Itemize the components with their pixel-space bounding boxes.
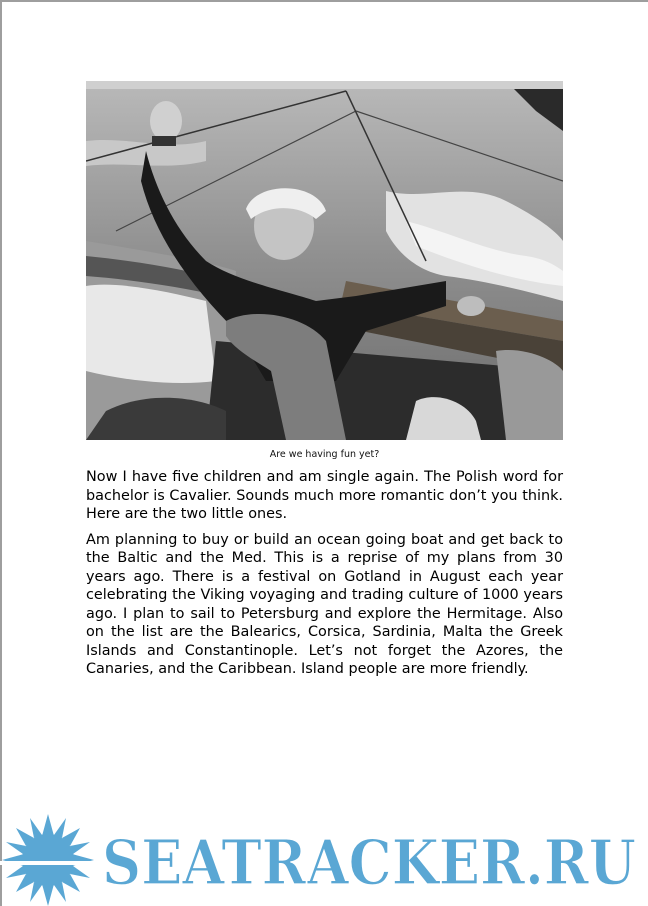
body-text [86, 468, 563, 686]
seatracker-watermark [0, 808, 648, 906]
paragraph-1: Now I have five children and am single again. The Polish word for bachelor is Cavalier. Sounds much more romantic don’t you think. Here are the two little ones. [86, 469, 563, 522]
watermark-text: SEATRACKER.RU [102, 826, 636, 899]
sailing-photo [86, 81, 563, 440]
photo-caption: Are we having fun yet? [269, 449, 380, 460]
sun-logo-icon [0, 814, 100, 906]
paragraph-2: Am planning to buy or build an ocean going boat and get back to the Baltic and the Med. This is a reprise of my plans from 30 years ago. There is a festival on Gotland in August each year celebrating the Viking voyaging and trading culture of 1000 years ago. I plan to sail to Petersburg and explore the Hermitage. Also on the list are the Balearics, Corsica, Sardinia, Malta the Greek Islands and Constantinople. Let’s not forget the Azores, the Canaries, and the Caribbean. Island people are more friendly. [86, 531, 563, 677]
